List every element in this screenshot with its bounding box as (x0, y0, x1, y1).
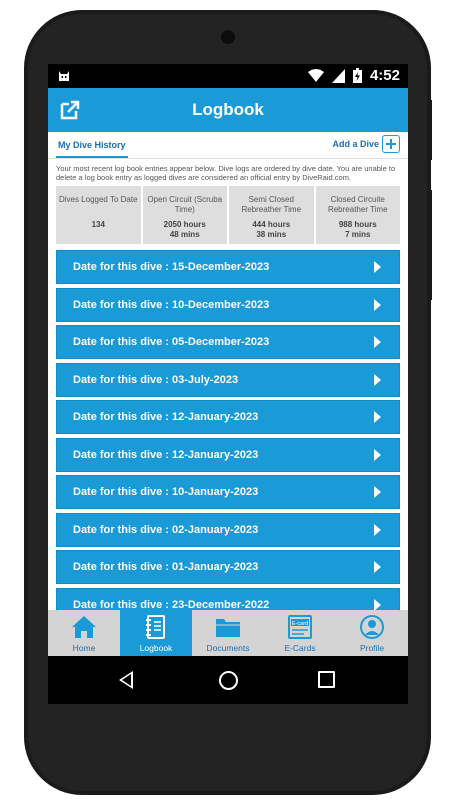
stat-label: Closed Circuite Rebreather Time (327, 195, 388, 214)
wifi-icon (308, 69, 324, 83)
stat-value-mins: 7 mins (345, 230, 371, 239)
stat-label: Open Circuit (Scruba Time) (147, 195, 223, 214)
volume-button (428, 190, 432, 300)
power-button (428, 100, 432, 160)
plus-icon (382, 135, 400, 153)
home-circle-icon[interactable] (219, 671, 238, 690)
add-dive-label: Add a Dive (332, 139, 379, 149)
tab-my-dive-history[interactable]: My Dive History (56, 132, 128, 158)
nav-label: E-Cards (284, 643, 316, 653)
chevron-right-icon (374, 599, 381, 611)
dive-date-label: Date for this dive : 10-January-2023 (73, 486, 259, 498)
back-icon[interactable] (119, 671, 133, 689)
chevron-right-icon (374, 449, 381, 461)
notification-cat-icon (56, 68, 72, 84)
add-dive-button[interactable] (332, 135, 400, 153)
dive-date-label: Date for this dive : 03-July-2023 (73, 373, 239, 386)
folder-icon (214, 614, 242, 640)
chevron-right-icon (374, 336, 381, 348)
user-icon (358, 614, 386, 640)
dive-date-label: Date for this dive : 02-January-2023 (73, 523, 259, 536)
stat-semi-closed (229, 186, 314, 244)
nav-documents[interactable] (192, 610, 264, 656)
chevron-right-icon (374, 561, 381, 573)
dive-date-label: Date for this dive : 15-December-2023 (73, 261, 270, 273)
house-icon (70, 614, 98, 640)
dive-date-label: Date for this dive : 12-January-2023 (73, 448, 259, 461)
intro-text: Your most recent log book entries appear below. Dive logs are ordered by dive date. You are unable to delete a log book entry as logged dives are considered an official entry by DiveRaid.com. (56, 164, 396, 182)
stat-value: 134 (91, 220, 105, 229)
stat-label: Dives Logged To Date (58, 195, 138, 204)
dive-list (56, 250, 400, 622)
tabs-row (48, 132, 408, 159)
stat-value-mins: 38 mins (256, 230, 287, 239)
stat-open-circuit (143, 186, 228, 244)
dive-date-label: Date for this dive : 10-December-2023 (73, 298, 270, 311)
nav-profile[interactable] (336, 610, 408, 656)
bottom-nav (48, 610, 408, 656)
dive-entry[interactable] (56, 250, 400, 284)
front-camera (221, 30, 235, 44)
recent-apps-icon[interactable] (318, 671, 335, 688)
dive-entry[interactable] (56, 400, 400, 434)
dive-date-label: Date for this dive : 05-December-2023 (73, 336, 270, 348)
signal-icon (332, 69, 345, 83)
screen (48, 64, 408, 656)
chevron-right-icon (374, 374, 381, 386)
dive-date-label: Date for this dive : 01-January-2023 (73, 561, 259, 573)
dive-entry[interactable] (56, 550, 400, 584)
nav-label: Home (72, 643, 96, 653)
stat-value-mins: 48 mins (169, 230, 200, 239)
dive-entry[interactable] (56, 475, 400, 509)
status-bar (48, 64, 408, 88)
notebook-icon (142, 614, 170, 640)
dive-entry[interactable] (56, 288, 400, 322)
stats-row (56, 186, 400, 244)
nav-label: Profile (359, 643, 385, 653)
system-nav-bar (48, 656, 408, 704)
stat-label: Semi Closed Rebreather Time (241, 195, 302, 214)
stat-value-hours: 988 hours (338, 220, 377, 229)
dive-entry[interactable] (56, 513, 400, 547)
stat-value-hours: 444 hours (252, 220, 291, 229)
page-title: Logbook (192, 100, 264, 119)
chevron-right-icon (374, 486, 381, 498)
chevron-right-icon (374, 411, 381, 423)
nav-label: Logbook (139, 643, 173, 653)
nav-home[interactable] (48, 610, 120, 656)
nav-logbook[interactable] (120, 610, 192, 656)
ecard-icon (286, 614, 314, 640)
stat-closed-circuit (316, 186, 401, 244)
dive-entry[interactable] (56, 325, 400, 359)
app-bar (48, 88, 408, 132)
status-time: 4:52 (369, 67, 400, 84)
nav-ecards[interactable] (264, 610, 336, 656)
dive-entry[interactable] (56, 438, 400, 472)
dive-date-label: Date for this dive : 23-December-2022 (73, 598, 270, 611)
dive-date-label: Date for this dive : 12-January-2023 (73, 411, 259, 423)
nav-label: Documents (206, 643, 250, 653)
chevron-right-icon (374, 299, 381, 311)
chevron-right-icon (374, 524, 381, 536)
stat-dives-logged (56, 186, 141, 244)
dive-entry[interactable] (56, 363, 400, 397)
stat-value-hours: 2050 hours (163, 220, 206, 229)
chevron-right-icon (374, 261, 381, 273)
battery-icon (353, 68, 362, 83)
ecard-icon-text: E-card (291, 621, 309, 627)
